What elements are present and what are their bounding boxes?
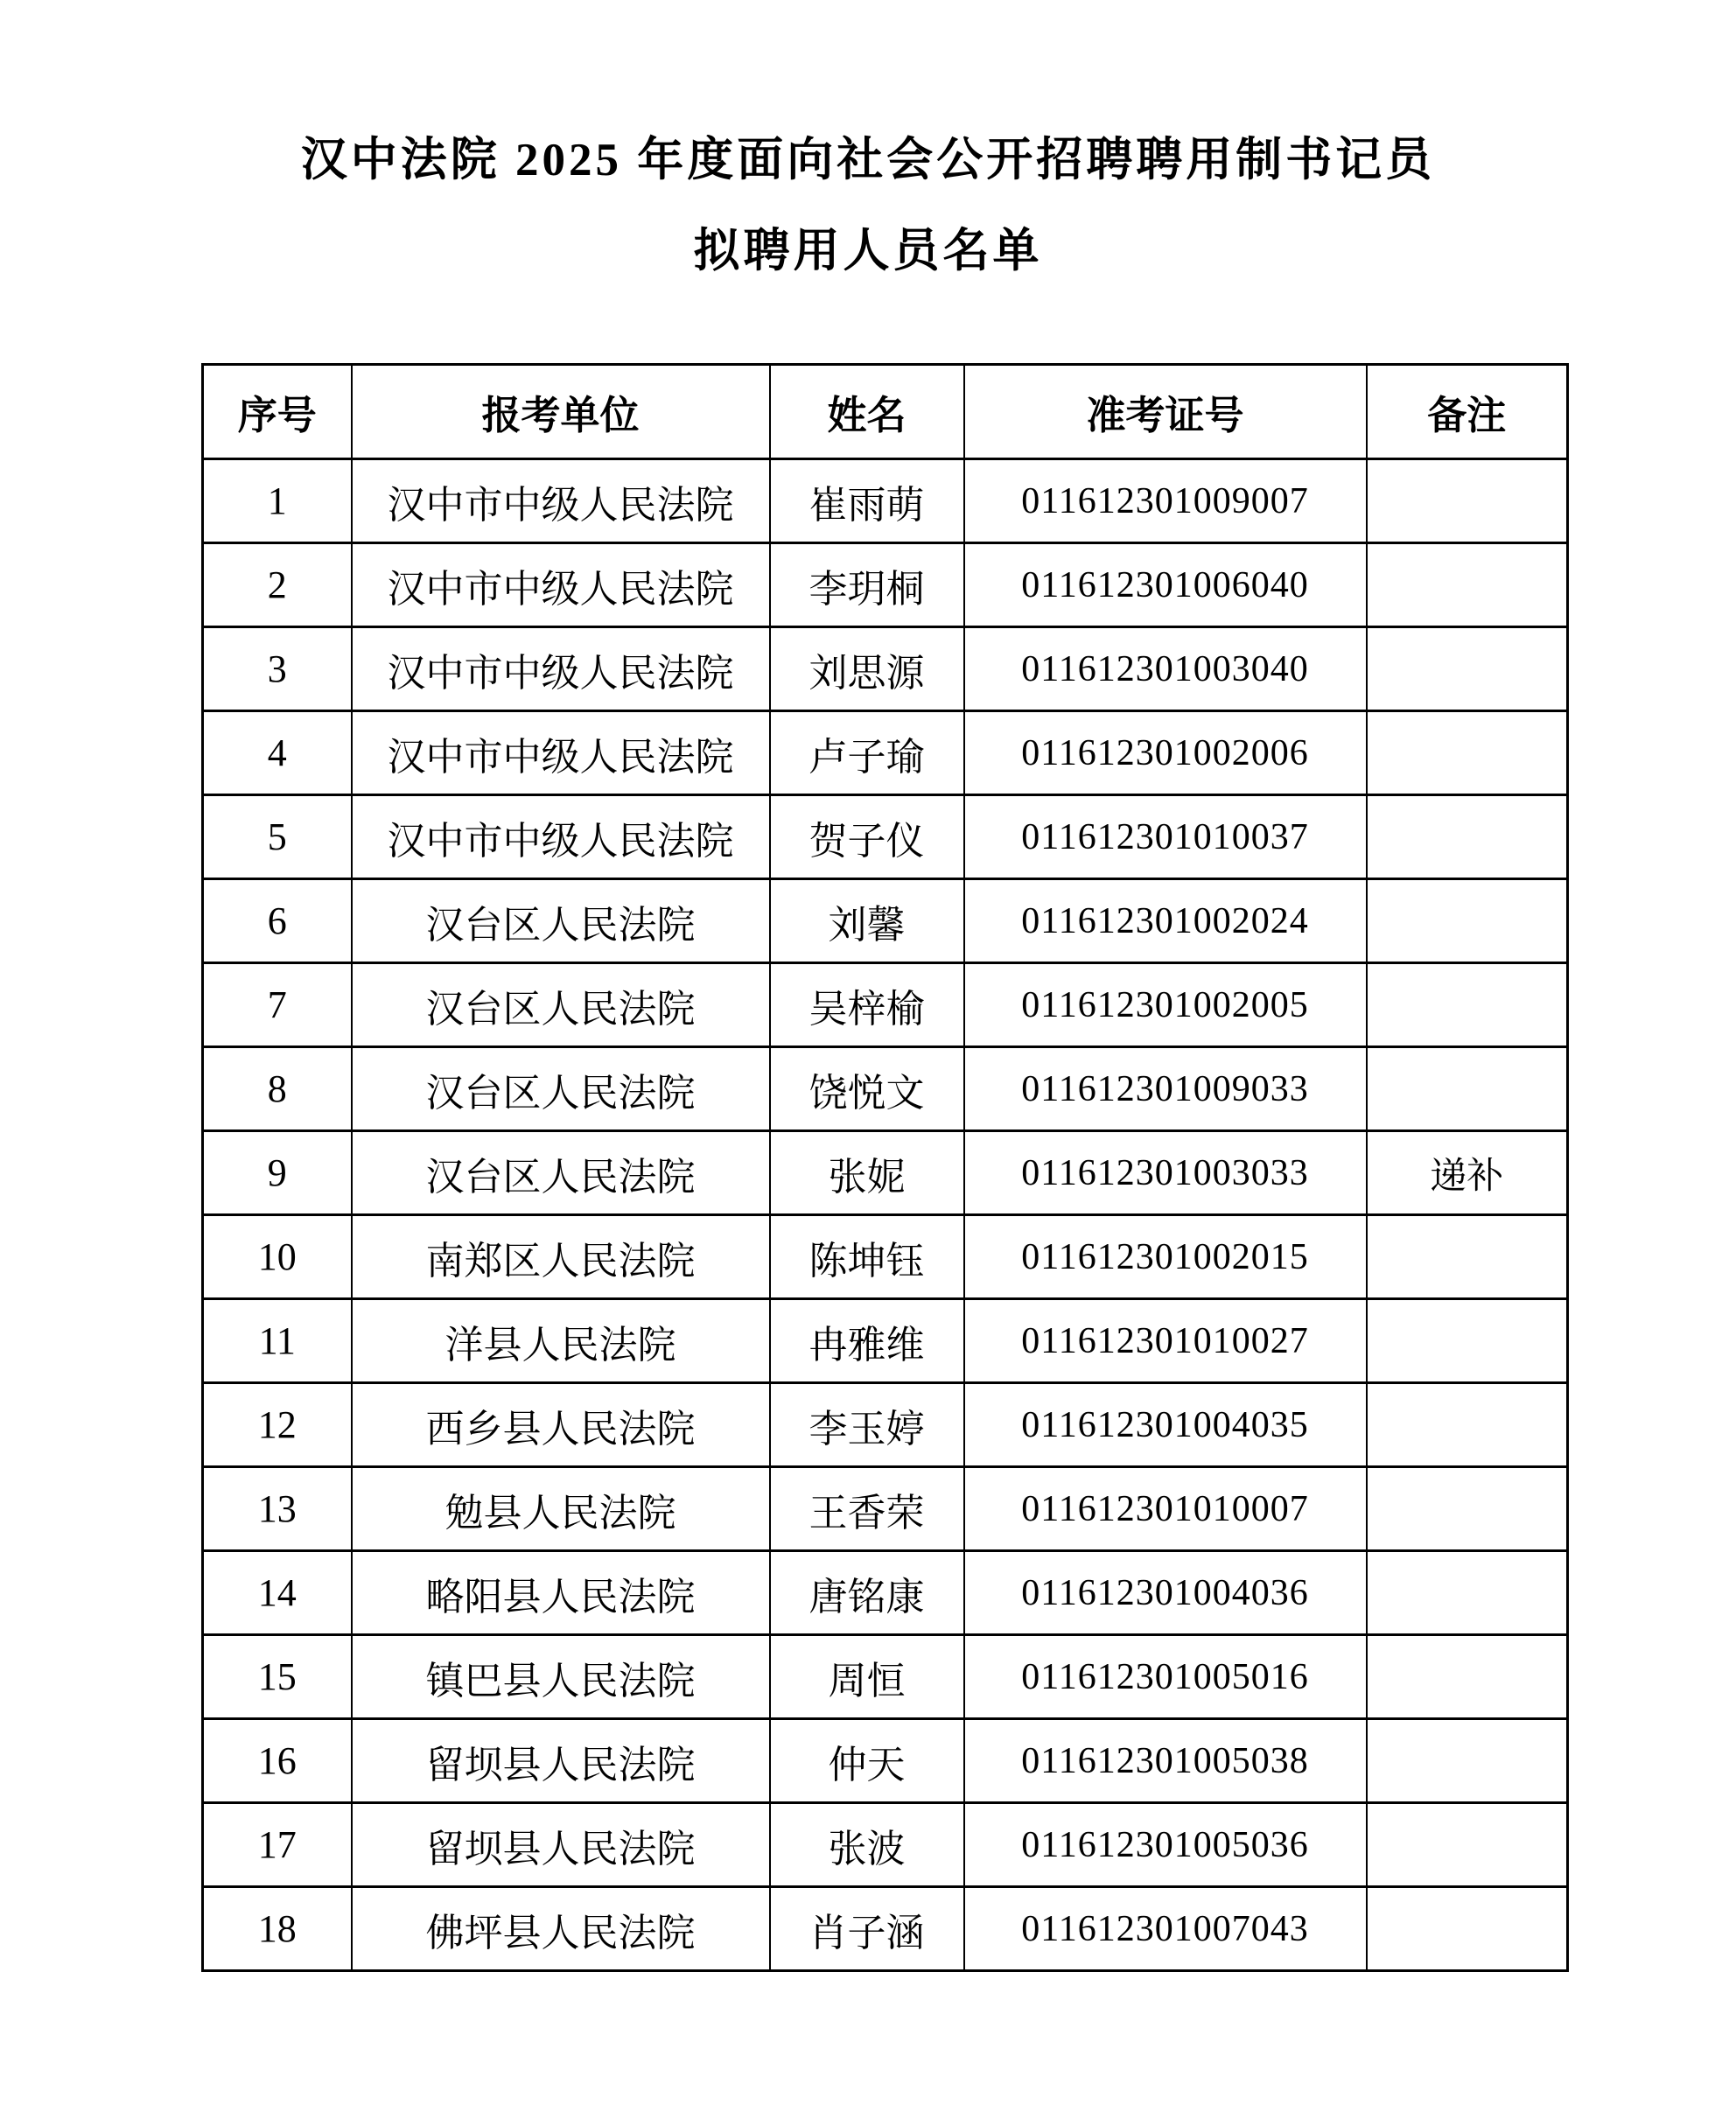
table-row	[203, 1551, 1568, 1635]
cell-index: 1	[203, 459, 352, 543]
cell-index: 8	[203, 1047, 352, 1131]
cell-ticket-no: 011612301005036	[964, 1803, 1367, 1887]
table-row	[203, 711, 1568, 795]
cell-name: 张波	[770, 1803, 964, 1887]
cell-name: 王香荣	[770, 1467, 964, 1551]
header-cell-name: 姓名	[770, 365, 964, 459]
cell-remark	[1367, 543, 1568, 627]
cell-name: 刘馨	[770, 879, 964, 963]
table-row	[203, 795, 1568, 879]
cell-remark: 递补	[1367, 1131, 1568, 1215]
hire-list-table	[201, 363, 1569, 1972]
table-row	[203, 1383, 1568, 1467]
cell-index: 18	[203, 1887, 352, 1971]
cell-ticket-no: 011612301010037	[964, 795, 1367, 879]
cell-ticket-no: 011612301003033	[964, 1131, 1367, 1215]
cell-ticket-no: 011612301005016	[964, 1635, 1367, 1719]
hire-table-body	[203, 459, 1568, 1971]
cell-remark	[1367, 1383, 1568, 1467]
cell-remark	[1367, 879, 1568, 963]
cell-unit: 汉台区人民法院	[352, 1047, 770, 1131]
cell-unit: 南郑区人民法院	[352, 1215, 770, 1299]
cell-name: 周恒	[770, 1635, 964, 1719]
cell-remark	[1367, 711, 1568, 795]
cell-ticket-no: 011612301002005	[964, 963, 1367, 1047]
table-row	[203, 1467, 1568, 1551]
cell-name: 饶悦文	[770, 1047, 964, 1131]
cell-name: 贺子仪	[770, 795, 964, 879]
table-row	[203, 1719, 1568, 1803]
cell-index: 12	[203, 1383, 352, 1467]
cell-index: 6	[203, 879, 352, 963]
cell-ticket-no: 011612301004035	[964, 1383, 1367, 1467]
header-cell-remark: 备注	[1367, 365, 1568, 459]
table-row	[203, 543, 1568, 627]
table-row	[203, 459, 1568, 543]
cell-index: 14	[203, 1551, 352, 1635]
cell-remark	[1367, 1719, 1568, 1803]
cell-name: 陈坤钰	[770, 1215, 964, 1299]
table-row	[203, 1635, 1568, 1719]
cell-remark	[1367, 1551, 1568, 1635]
cell-unit: 镇巴县人民法院	[352, 1635, 770, 1719]
table-row	[203, 963, 1568, 1047]
cell-remark	[1367, 963, 1568, 1047]
cell-remark	[1367, 1047, 1568, 1131]
cell-index: 10	[203, 1215, 352, 1299]
cell-name: 卢子瑜	[770, 711, 964, 795]
cell-unit: 佛坪县人民法院	[352, 1887, 770, 1971]
cell-index: 3	[203, 627, 352, 711]
cell-index: 4	[203, 711, 352, 795]
document-title-line1: 汉中法院 2025 年度面向社会公开招聘聘用制书记员	[300, 135, 1436, 185]
cell-index: 17	[203, 1803, 352, 1887]
cell-ticket-no: 011612301002015	[964, 1215, 1367, 1299]
cell-ticket-no: 011612301010027	[964, 1299, 1367, 1383]
cell-ticket-no: 011612301010007	[964, 1467, 1367, 1551]
table-row	[203, 1299, 1568, 1383]
cell-unit: 汉中市中级人民法院	[352, 543, 770, 627]
header-cell-no: 序号	[203, 365, 352, 459]
cell-name: 刘思源	[770, 627, 964, 711]
cell-name: 冉雅维	[770, 1299, 964, 1383]
cell-index: 13	[203, 1467, 352, 1551]
cell-ticket-no: 011612301007043	[964, 1887, 1367, 1971]
cell-name: 李玉婷	[770, 1383, 964, 1467]
cell-ticket-no: 011612301002006	[964, 711, 1367, 795]
table-header-row	[203, 365, 1568, 459]
cell-remark	[1367, 459, 1568, 543]
table-row	[203, 1131, 1568, 1215]
table-row	[203, 627, 1568, 711]
cell-unit: 留坝县人民法院	[352, 1719, 770, 1803]
cell-index: 7	[203, 963, 352, 1047]
cell-ticket-no: 011612301009007	[964, 459, 1367, 543]
cell-index: 16	[203, 1719, 352, 1803]
cell-remark	[1367, 1635, 1568, 1719]
table-row	[203, 1803, 1568, 1887]
table-row	[203, 879, 1568, 963]
cell-name: 肖子涵	[770, 1887, 964, 1971]
cell-remark	[1367, 795, 1568, 879]
cell-unit: 汉中市中级人民法院	[352, 795, 770, 879]
cell-remark	[1367, 1467, 1568, 1551]
cell-unit: 汉中市中级人民法院	[352, 711, 770, 795]
cell-name: 崔雨萌	[770, 459, 964, 543]
cell-name: 仲天	[770, 1719, 964, 1803]
cell-ticket-no: 011612301004036	[964, 1551, 1367, 1635]
cell-index: 2	[203, 543, 352, 627]
header-cell-ticket: 准考证号	[964, 365, 1367, 459]
cell-remark	[1367, 627, 1568, 711]
cell-unit: 洋县人民法院	[352, 1299, 770, 1383]
cell-ticket-no: 011612301009033	[964, 1047, 1367, 1131]
cell-ticket-no: 011612301006040	[964, 543, 1367, 627]
cell-unit: 留坝县人民法院	[352, 1803, 770, 1887]
cell-name: 吴梓榆	[770, 963, 964, 1047]
cell-remark	[1367, 1887, 1568, 1971]
cell-unit: 汉台区人民法院	[352, 879, 770, 963]
document-title-line2: 拟聘用人员名单	[693, 226, 1043, 276]
header-cell-unit: 报考单位	[352, 365, 770, 459]
cell-remark	[1367, 1299, 1568, 1383]
cell-name: 李玥桐	[770, 543, 964, 627]
cell-index: 15	[203, 1635, 352, 1719]
cell-unit: 西乡县人民法院	[352, 1383, 770, 1467]
cell-remark	[1367, 1215, 1568, 1299]
cell-unit: 勉县人民法院	[352, 1467, 770, 1551]
cell-unit: 汉中市中级人民法院	[352, 627, 770, 711]
table-row	[203, 1215, 1568, 1299]
cell-ticket-no: 011612301002024	[964, 879, 1367, 963]
cell-name: 张妮	[770, 1131, 964, 1215]
cell-unit: 汉中市中级人民法院	[352, 459, 770, 543]
table-row	[203, 1887, 1568, 1971]
cell-unit: 汉台区人民法院	[352, 963, 770, 1047]
cell-index: 11	[203, 1299, 352, 1383]
cell-unit: 略阳县人民法院	[352, 1551, 770, 1635]
table-row	[203, 1047, 1568, 1131]
cell-ticket-no: 011612301005038	[964, 1719, 1367, 1803]
cell-ticket-no: 011612301003040	[964, 627, 1367, 711]
cell-index: 9	[203, 1131, 352, 1215]
cell-index: 5	[203, 795, 352, 879]
cell-unit: 汉台区人民法院	[352, 1131, 770, 1215]
cell-remark	[1367, 1803, 1568, 1887]
cell-name: 唐铭康	[770, 1551, 964, 1635]
